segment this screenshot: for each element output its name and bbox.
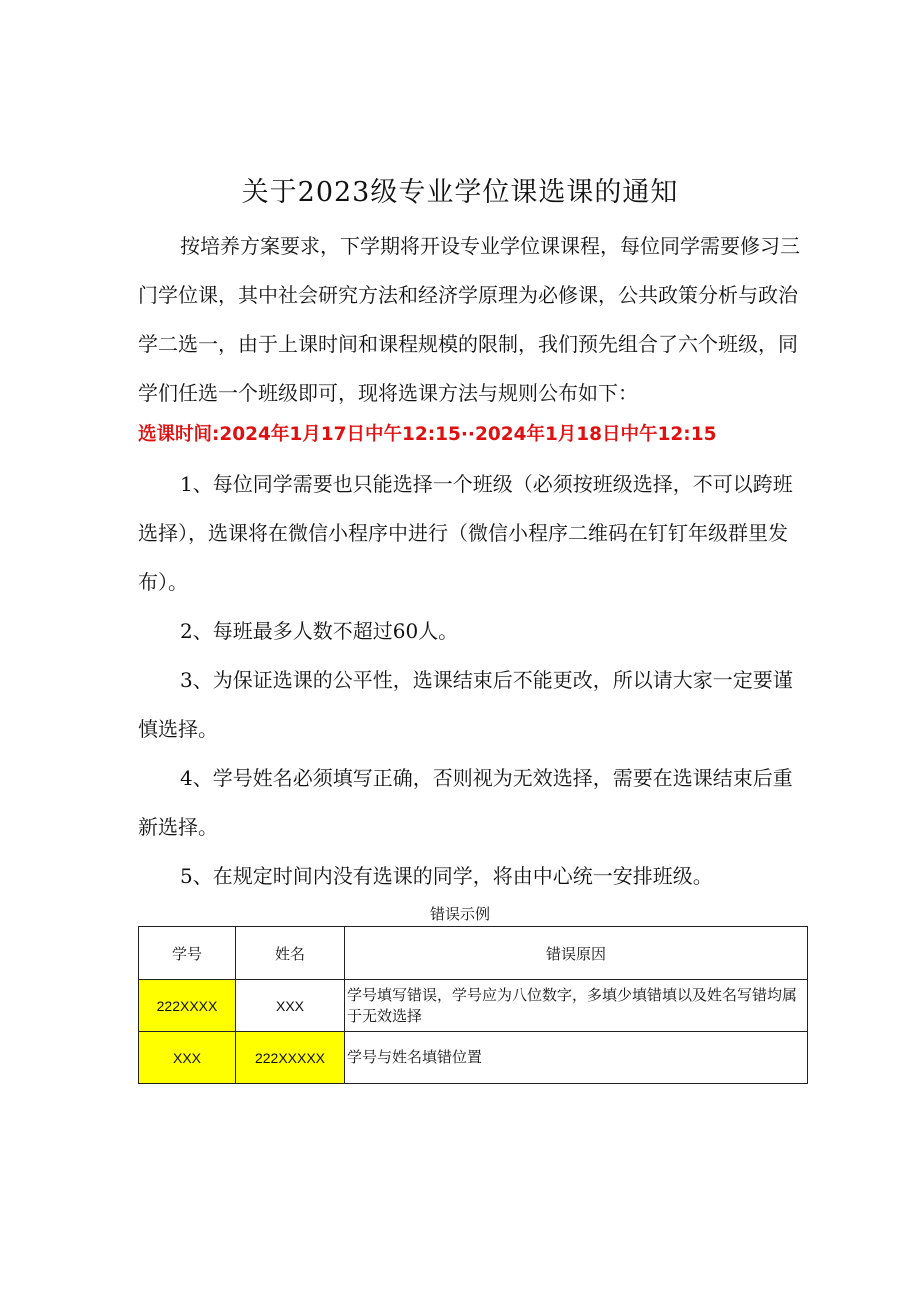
cell-name: 222XXXXX <box>236 1032 345 1084</box>
rules-list <box>138 460 810 901</box>
rule-item: 3、为保证选课的公平性，选课结束后不能更改，所以请大家一定要谨慎选择。 <box>138 668 793 741</box>
table-header-row <box>139 927 808 980</box>
cell-student-id: XXX <box>139 1032 236 1084</box>
rule-item: 1、每位同学需要也只能选择一个班级（必须按班级选择，不可以跨班选择），选课将在微信小程序中进行（微信小程序二维码在钉钉年级群里发布）。 <box>138 472 793 594</box>
notice-title: 关于2023级专业学位课选课的通知 <box>241 177 679 208</box>
rule-item: 2、每班最多人数不超过60人。 <box>180 619 459 643</box>
rule-item: 5、在规定时间内没有选课的同学，将由中心统一安排班级。 <box>180 864 713 888</box>
table-caption: 错误示例 <box>429 905 490 923</box>
intro-paragraph: 按培养方案要求，下学期将开设专业学位课课程，每位同学需要修习三门学位课，其中社会研究方法和经济学原理为必修课，公共政策分析与政治学二选一，由于上课时间和课程规模的限制，我们预先组合了六个班级，同学们任选一个班级即可，现将选课方法与规则公布如下： <box>138 234 800 405</box>
cell-student-id: 222XXXX <box>139 980 236 1032</box>
table-row <box>139 1032 808 1084</box>
selection-time: 选课时间:2024年1月17日中午12:15··2024年1月18日中午12:15 <box>138 424 717 445</box>
cell-name: XXX <box>236 980 345 1032</box>
error-example-table <box>138 926 808 1084</box>
cell-error-reason: 学号填写错误，学号应为八位数字，多填少填错填以及姓名写错均属于无效选择 <box>345 980 808 1032</box>
table-row <box>139 980 808 1032</box>
header-student-id: 学号 <box>139 927 236 980</box>
cell-error-reason: 学号与姓名填错位置 <box>345 1032 808 1084</box>
header-name: 姓名 <box>236 927 345 980</box>
rule-item: 4、学号姓名必须填写正确，否则视为无效选择，需要在选课结束后重新选择。 <box>138 766 793 839</box>
header-error-reason: 错误原因 <box>345 927 808 980</box>
